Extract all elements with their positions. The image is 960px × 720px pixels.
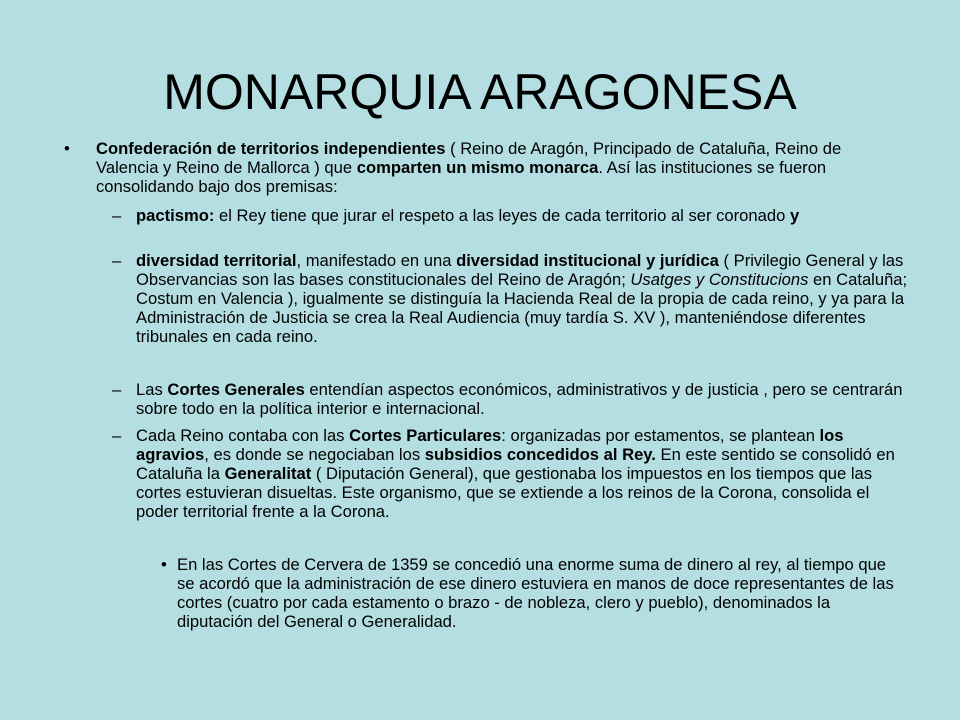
dash-icon: – [112, 380, 122, 399]
subbullet-cortes-particulares [112, 426, 908, 521]
text: en Cataluña; Costum en Valencia ), igualmente se distinguía la Hacienda Real de la propia de cada reino, y ya para la Administración de Justicia se crea la Real Audiencia (muy tardía S. XV ), manteniéndose diferentes tribunales en cada reino. [136, 270, 908, 346]
text: En este sentido se consolidó en Cataluña la [136, 445, 895, 483]
subsubbullet-cortes-cervera [161, 555, 897, 631]
bold-text: Cortes Generales [167, 380, 305, 399]
bold-text: Cortes Particulares [349, 426, 502, 445]
text: . Así las instituciones se fueron consolidando bajo dos premisas: [96, 158, 827, 196]
bold-text: y [789, 206, 800, 225]
italic-text: Usatges y Constitucions [630, 270, 809, 289]
bullet-dot-icon: • [64, 139, 70, 158]
bullet-confederacion [64, 139, 876, 196]
bold-text: los agravios [136, 426, 844, 464]
bold-text: Confederación de territorios independientes [96, 139, 446, 158]
dash-icon: – [112, 251, 122, 270]
text: , es donde se negociaban los [204, 445, 425, 464]
dash-icon: – [112, 206, 122, 225]
text: : organizadas por estamentos, se plantean [501, 426, 820, 445]
subbullet-cortes-generales [112, 380, 908, 418]
subbullet-diversidad-territorial [112, 251, 908, 346]
bold-text: comparten un mismo monarca [356, 158, 599, 177]
bullet-dot-icon: • [161, 555, 167, 574]
bold-text: diversidad territorial [136, 251, 297, 270]
text: , manifestado en una [296, 251, 457, 270]
text: En las Cortes de Cervera de 1359 se concedió una enorme suma de dinero al rey, al tiempo que se acordó que la administración de ese dinero estuviera en manos de doce representantes de las cortes (cuatro por cada estamento o brazo - de nobleza, clero y pueblo), denominados la diputación del General o Generalidad. [177, 555, 894, 631]
slide-title: MONARQUIA ARAGONESA [163, 64, 797, 120]
text: ( Diputación General), que gestionaba los impuestos en los tiempos que las cortes estuvieran disueltas. Este organismo, que se extiende a los reinos de la Corona, consolida el poder territorial frente a la Corona. [136, 464, 873, 521]
bold-text: pactismo: [136, 206, 215, 225]
text: el Rey tiene que jurar el respeto a las leyes de cada territorio al ser coronado [214, 206, 790, 225]
bold-text: diversidad institucional y jurídica [456, 251, 719, 270]
text: Las [136, 380, 168, 399]
subbullet-pactismo [112, 206, 908, 225]
text: ( Privilegio General y las Observancias son las bases constitucionales del Reino de Aragón; [136, 251, 904, 289]
text: Cada Reino contaba con las [136, 426, 350, 445]
bold-text: Generalitat [224, 464, 312, 483]
text: ( Reino de Aragón, Principado de Cataluña, Reino de Valencia y Reino de Mallorca ) que [96, 139, 842, 177]
text: entendían aspectos económicos, administrativos y de justicia , pero se centrarán sobre todo en la política interior e internacional. [136, 380, 903, 418]
dash-icon: – [112, 426, 122, 445]
bold-text: subsidios concedidos al Rey. [424, 445, 656, 464]
